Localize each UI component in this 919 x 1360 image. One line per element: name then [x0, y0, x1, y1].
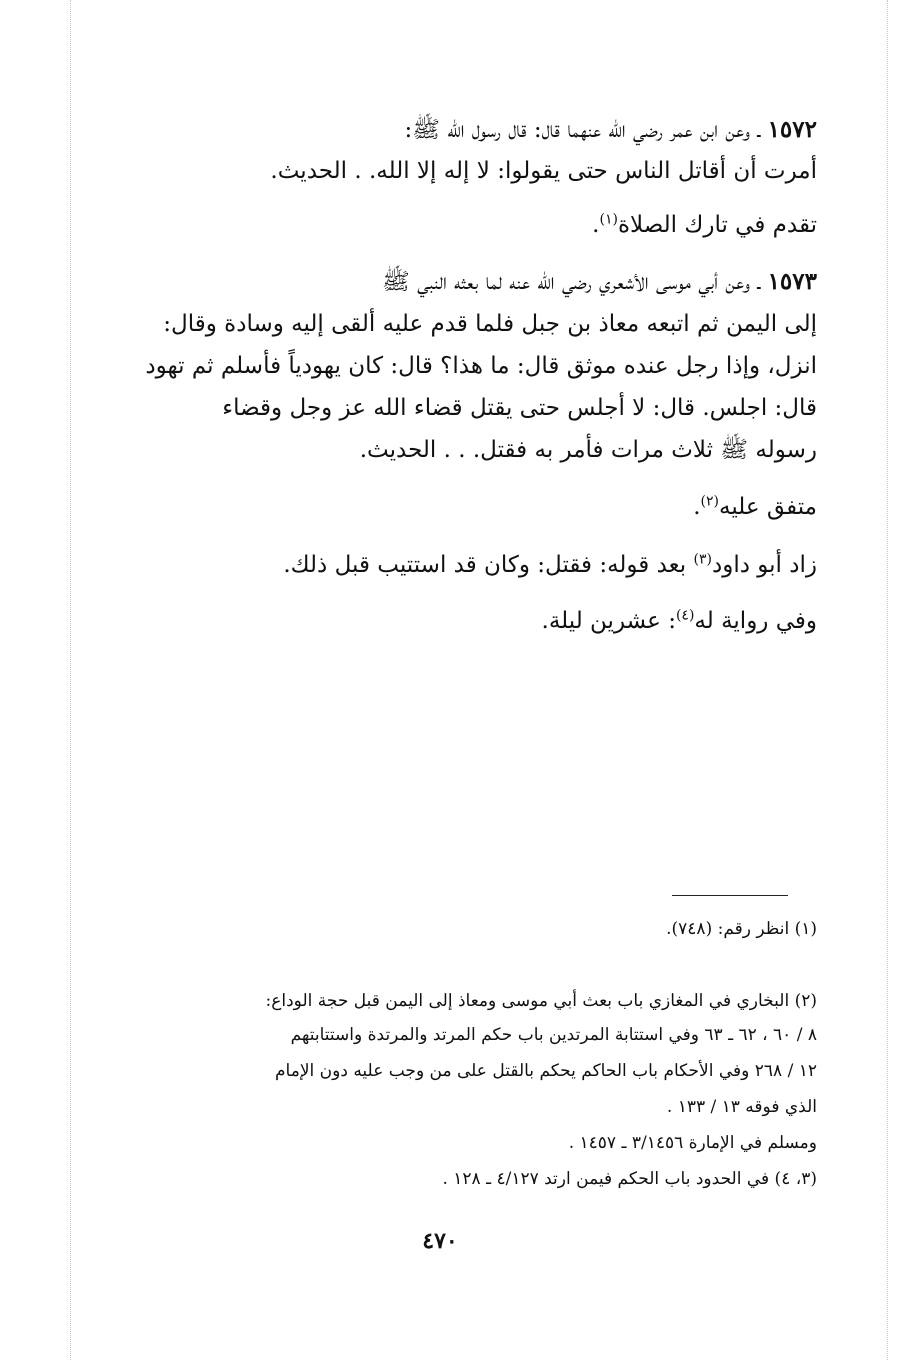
hadith-1572-reference: تقدم في تارك الصلاة$^{(١)}$.: [592, 211, 817, 238]
hadith-1572-line-2: أمرت أن أقاتل الناس حتى يقولوا: لا إله إلا الله. . الحديث.: [270, 158, 817, 184]
riwaya-line: [105, 601, 817, 641]
footnote-2-line-4: الذي فوقه ١٣ / ١٣٣ .: [666, 1097, 817, 1117]
hadith-number-1573: ١٥٧٣: [767, 268, 817, 295]
footnote-2-line-5: ومسلم في الإمارة ٣/١٤٥٦ ـ ١٤٥٧ .: [568, 1133, 817, 1153]
page-number: ٤٧٠: [422, 1228, 458, 1254]
agreed-upon-line: متفق عليه$^{(٢)}$.: [693, 493, 817, 520]
footnote-marker-1: (١): [599, 211, 618, 228]
footnote-2-line-1: (٢) البخاري في المغازي باب بعث أبي موسى ومعاذ إلى اليمن قبل حجة الوداع:: [265, 991, 817, 1011]
hadith-1573-line-5: رسوله ﷺ ثلاث مرات فأمر به فقتل. . . الحديث.: [359, 437, 817, 463]
hadith-1573-line-3: انزل، وإذا رجل عنده موثق قال: ما هذا؟ قال: كان يهودياً فأسلم ثم تهود: [145, 353, 817, 379]
reference-text: تقدم في تارك الصلاة: [617, 212, 817, 238]
hadith-1573-line-2: إلى اليمن ثم اتبعه معاذ بن جبل فلما قدم عليه ألقى إليه وسادة وقال:: [163, 311, 817, 337]
hadith-1573-text-1: ـ وعن أبي موسى الأشعري رضي الله عنه لما بعثه النبي ﷺ: [382, 269, 761, 295]
footnote-marker-3: (٣): [693, 551, 712, 568]
footnote-marker-4: (٤): [675, 607, 695, 624]
riwaya-text-a: وفي رواية له: [694, 608, 817, 634]
footnote-1: (١) انظر رقم: (٧٤٨).: [666, 919, 817, 939]
hadith-1573-line-1: [105, 262, 817, 302]
footnote-2-line-3: ١٢ / ٢٦٨ وفي الأحكام باب الحاكم يحكم بالقتل على من وجب عليه دون الإمام: [275, 1061, 817, 1081]
riwaya-text-b: : عشرين ليلة.: [541, 608, 676, 634]
abu-dawud-text-a: زاد أبو داود: [711, 552, 817, 578]
agreed-upon-text: متفق عليه: [719, 494, 817, 520]
page-edge-left: [70, 0, 71, 1360]
hadith-number-1572: ١٥٧٢: [767, 116, 817, 143]
page-edge-right: [887, 0, 888, 1360]
hadith-1572-text-1: ـ وعن ابن عمر رضي الله عنهما قال: قال رسول الله ﷺ:: [404, 117, 761, 143]
footnote-3-4: (٣، ٤) في الحدود باب الحكم فيمن ارتد ٤/١٢٧ ـ ١٢٨ .: [442, 1169, 817, 1189]
hadith-1573-line-4: قال: اجلس. قال: لا أجلس حتى يقتل قضاء الله عز وجل وقضاء: [222, 395, 817, 421]
abu-dawud-line: [105, 545, 817, 585]
hadith-1572-line-1: [105, 110, 817, 150]
footnote-marker-2: (٢): [700, 493, 719, 510]
footnote-separator: [672, 895, 788, 896]
footnote-2-line-2: ٨ / ٦٠ ، ٦٢ ـ ٦٣ وفي استتابة المرتدين باب حكم المرتد والمرتدة واستتابتهم: [290, 1025, 817, 1045]
abu-dawud-text-b: بعد قوله: فقتل: وكان قد استتيب قبل ذلك.: [283, 552, 687, 578]
